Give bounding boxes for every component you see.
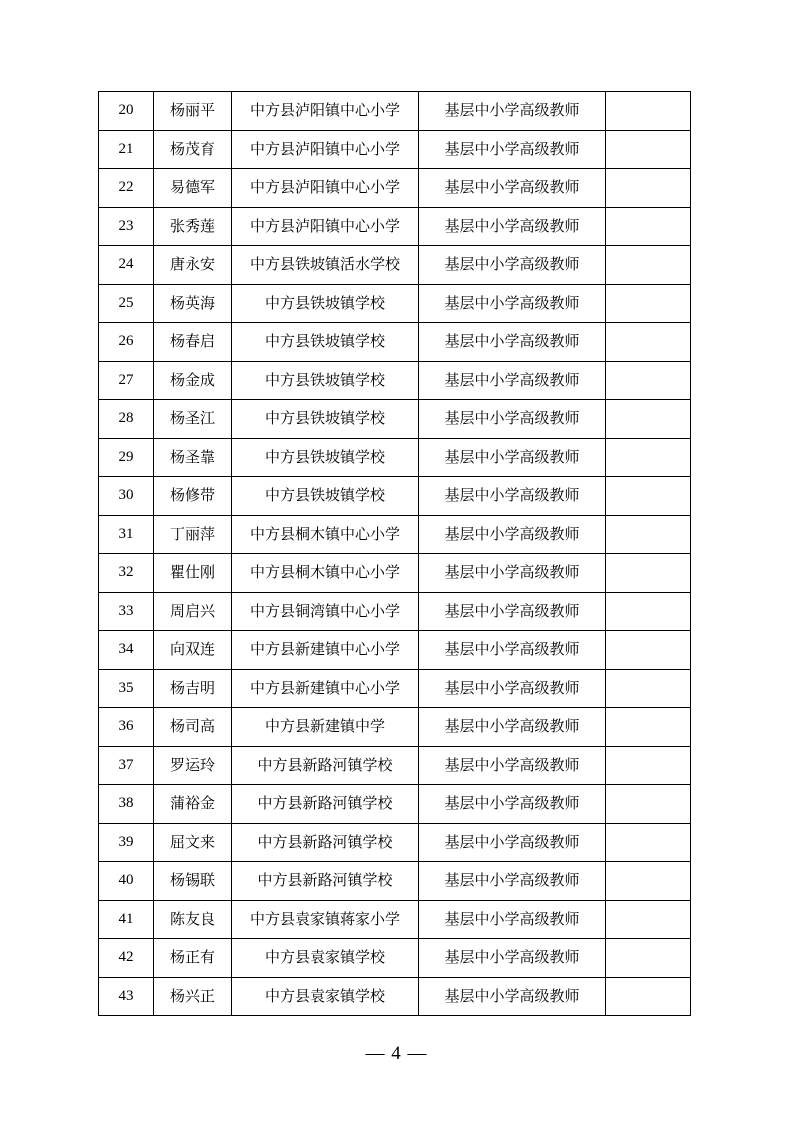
row-number-cell: 40: [99, 862, 154, 901]
row-number-cell: 33: [99, 592, 154, 631]
name-cell: 屈文来: [154, 823, 232, 862]
school-cell: 中方县泸阳镇中心小学: [232, 169, 419, 208]
title-cell: 基层中小学高级教师: [419, 92, 606, 131]
name-cell: 杨修带: [154, 477, 232, 516]
note-cell: [606, 284, 691, 323]
title-cell: 基层中小学高级教师: [419, 554, 606, 593]
table-row: [99, 477, 691, 516]
name-cell: 周启兴: [154, 592, 232, 631]
table-row: [99, 323, 691, 362]
note-cell: [606, 515, 691, 554]
name-cell: 杨丽平: [154, 92, 232, 131]
page-number: — 4 —: [365, 1043, 428, 1064]
row-number-cell: 36: [99, 708, 154, 747]
row-number-cell: 27: [99, 361, 154, 400]
school-cell: 中方县新路河镇学校: [232, 862, 419, 901]
row-number-cell: 22: [99, 169, 154, 208]
note-cell: [606, 669, 691, 708]
table-row: [99, 554, 691, 593]
note-cell: [606, 592, 691, 631]
row-number-cell: 24: [99, 246, 154, 285]
school-cell: 中方县铁坡镇学校: [232, 438, 419, 477]
title-cell: 基层中小学高级教师: [419, 400, 606, 439]
name-cell: 罗运玲: [154, 746, 232, 785]
name-cell: 张秀莲: [154, 207, 232, 246]
note-cell: [606, 169, 691, 208]
school-cell: 中方县泸阳镇中心小学: [232, 92, 419, 131]
row-number-cell: 21: [99, 130, 154, 169]
school-cell: 中方县铁坡镇学校: [232, 477, 419, 516]
row-number-cell: 26: [99, 323, 154, 362]
row-number-cell: 28: [99, 400, 154, 439]
note-cell: [606, 92, 691, 131]
table-row: [99, 92, 691, 131]
note-cell: [606, 708, 691, 747]
title-cell: 基层中小学高级教师: [419, 939, 606, 978]
note-cell: [606, 900, 691, 939]
name-cell: 杨吉明: [154, 669, 232, 708]
name-cell: 杨金成: [154, 361, 232, 400]
school-cell: 中方县新路河镇学校: [232, 746, 419, 785]
school-cell: 中方县铜湾镇中心小学: [232, 592, 419, 631]
name-cell: 陈友良: [154, 900, 232, 939]
school-cell: 中方县铁坡镇活水学校: [232, 246, 419, 285]
school-cell: 中方县袁家镇蒋家小学: [232, 900, 419, 939]
name-cell: 丁丽萍: [154, 515, 232, 554]
row-number-cell: 29: [99, 438, 154, 477]
school-cell: 中方县泸阳镇中心小学: [232, 130, 419, 169]
title-cell: 基层中小学高级教师: [419, 592, 606, 631]
row-number-cell: 37: [99, 746, 154, 785]
note-cell: [606, 823, 691, 862]
name-cell: 杨茂育: [154, 130, 232, 169]
note-cell: [606, 323, 691, 362]
title-cell: 基层中小学高级教师: [419, 862, 606, 901]
title-cell: 基层中小学高级教师: [419, 515, 606, 554]
row-number-cell: 38: [99, 785, 154, 824]
table-row: [99, 939, 691, 978]
table-row: [99, 130, 691, 169]
note-cell: [606, 631, 691, 670]
school-cell: 中方县铁坡镇学校: [232, 323, 419, 362]
name-cell: 杨兴正: [154, 977, 232, 1016]
table-row: [99, 361, 691, 400]
table-row: [99, 515, 691, 554]
title-cell: 基层中小学高级教师: [419, 323, 606, 362]
note-cell: [606, 246, 691, 285]
row-number-cell: 23: [99, 207, 154, 246]
table-row: [99, 592, 691, 631]
title-cell: 基层中小学高级教师: [419, 130, 606, 169]
table-row: [99, 284, 691, 323]
name-cell: 杨圣靠: [154, 438, 232, 477]
table-row: [99, 169, 691, 208]
row-number-cell: 42: [99, 939, 154, 978]
title-cell: 基层中小学高级教师: [419, 746, 606, 785]
note-cell: [606, 477, 691, 516]
note-cell: [606, 554, 691, 593]
name-cell: 瞿仕刚: [154, 554, 232, 593]
row-number-cell: 20: [99, 92, 154, 131]
row-number-cell: 31: [99, 515, 154, 554]
note-cell: [606, 207, 691, 246]
school-cell: 中方县桐木镇中心小学: [232, 554, 419, 593]
table-body: [99, 92, 691, 1016]
title-cell: 基层中小学高级教师: [419, 438, 606, 477]
table-row: [99, 400, 691, 439]
note-cell: [606, 130, 691, 169]
name-cell: 杨锡联: [154, 862, 232, 901]
note-cell: [606, 939, 691, 978]
note-cell: [606, 400, 691, 439]
table-row: [99, 708, 691, 747]
table-row: [99, 207, 691, 246]
title-cell: 基层中小学高级教师: [419, 823, 606, 862]
school-cell: 中方县袁家镇学校: [232, 977, 419, 1016]
row-number-cell: 34: [99, 631, 154, 670]
title-cell: 基层中小学高级教师: [419, 477, 606, 516]
title-cell: 基层中小学高级教师: [419, 207, 606, 246]
name-cell: 向双连: [154, 631, 232, 670]
note-cell: [606, 361, 691, 400]
note-cell: [606, 438, 691, 477]
teacher-list-table: [98, 91, 691, 1016]
row-number-cell: 41: [99, 900, 154, 939]
table-row: [99, 631, 691, 670]
table-row: [99, 246, 691, 285]
title-cell: 基层中小学高级教师: [419, 785, 606, 824]
title-cell: 基层中小学高级教师: [419, 631, 606, 670]
school-cell: 中方县新建镇中心小学: [232, 669, 419, 708]
school-cell: 中方县新建镇中心小学: [232, 631, 419, 670]
school-cell: 中方县新路河镇学校: [232, 823, 419, 862]
table-row: [99, 823, 691, 862]
note-cell: [606, 862, 691, 901]
name-cell: 杨正有: [154, 939, 232, 978]
name-cell: 唐永安: [154, 246, 232, 285]
school-cell: 中方县桐木镇中心小学: [232, 515, 419, 554]
name-cell: 易德军: [154, 169, 232, 208]
table-row: [99, 862, 691, 901]
row-number-cell: 39: [99, 823, 154, 862]
title-cell: 基层中小学高级教师: [419, 169, 606, 208]
title-cell: 基层中小学高级教师: [419, 361, 606, 400]
name-cell: 杨圣江: [154, 400, 232, 439]
row-number-cell: 32: [99, 554, 154, 593]
name-cell: 杨司高: [154, 708, 232, 747]
school-cell: 中方县袁家镇学校: [232, 939, 419, 978]
table-row: [99, 438, 691, 477]
school-cell: 中方县铁坡镇学校: [232, 361, 419, 400]
title-cell: 基层中小学高级教师: [419, 977, 606, 1016]
row-number-cell: 30: [99, 477, 154, 516]
table-row: [99, 977, 691, 1016]
table-row: [99, 669, 691, 708]
name-cell: 杨英海: [154, 284, 232, 323]
school-cell: 中方县新建镇中学: [232, 708, 419, 747]
table-row: [99, 746, 691, 785]
note-cell: [606, 746, 691, 785]
table-row: [99, 785, 691, 824]
title-cell: 基层中小学高级教师: [419, 708, 606, 747]
title-cell: 基层中小学高级教师: [419, 900, 606, 939]
school-cell: 中方县铁坡镇学校: [232, 284, 419, 323]
row-number-cell: 35: [99, 669, 154, 708]
title-cell: 基层中小学高级教师: [419, 246, 606, 285]
note-cell: [606, 785, 691, 824]
note-cell: [606, 977, 691, 1016]
name-cell: 蒲裕金: [154, 785, 232, 824]
row-number-cell: 25: [99, 284, 154, 323]
school-cell: 中方县泸阳镇中心小学: [232, 207, 419, 246]
title-cell: 基层中小学高级教师: [419, 284, 606, 323]
row-number-cell: 43: [99, 977, 154, 1016]
table-row: [99, 900, 691, 939]
name-cell: 杨春启: [154, 323, 232, 362]
school-cell: 中方县铁坡镇学校: [232, 400, 419, 439]
school-cell: 中方县新路河镇学校: [232, 785, 419, 824]
title-cell: 基层中小学高级教师: [419, 669, 606, 708]
